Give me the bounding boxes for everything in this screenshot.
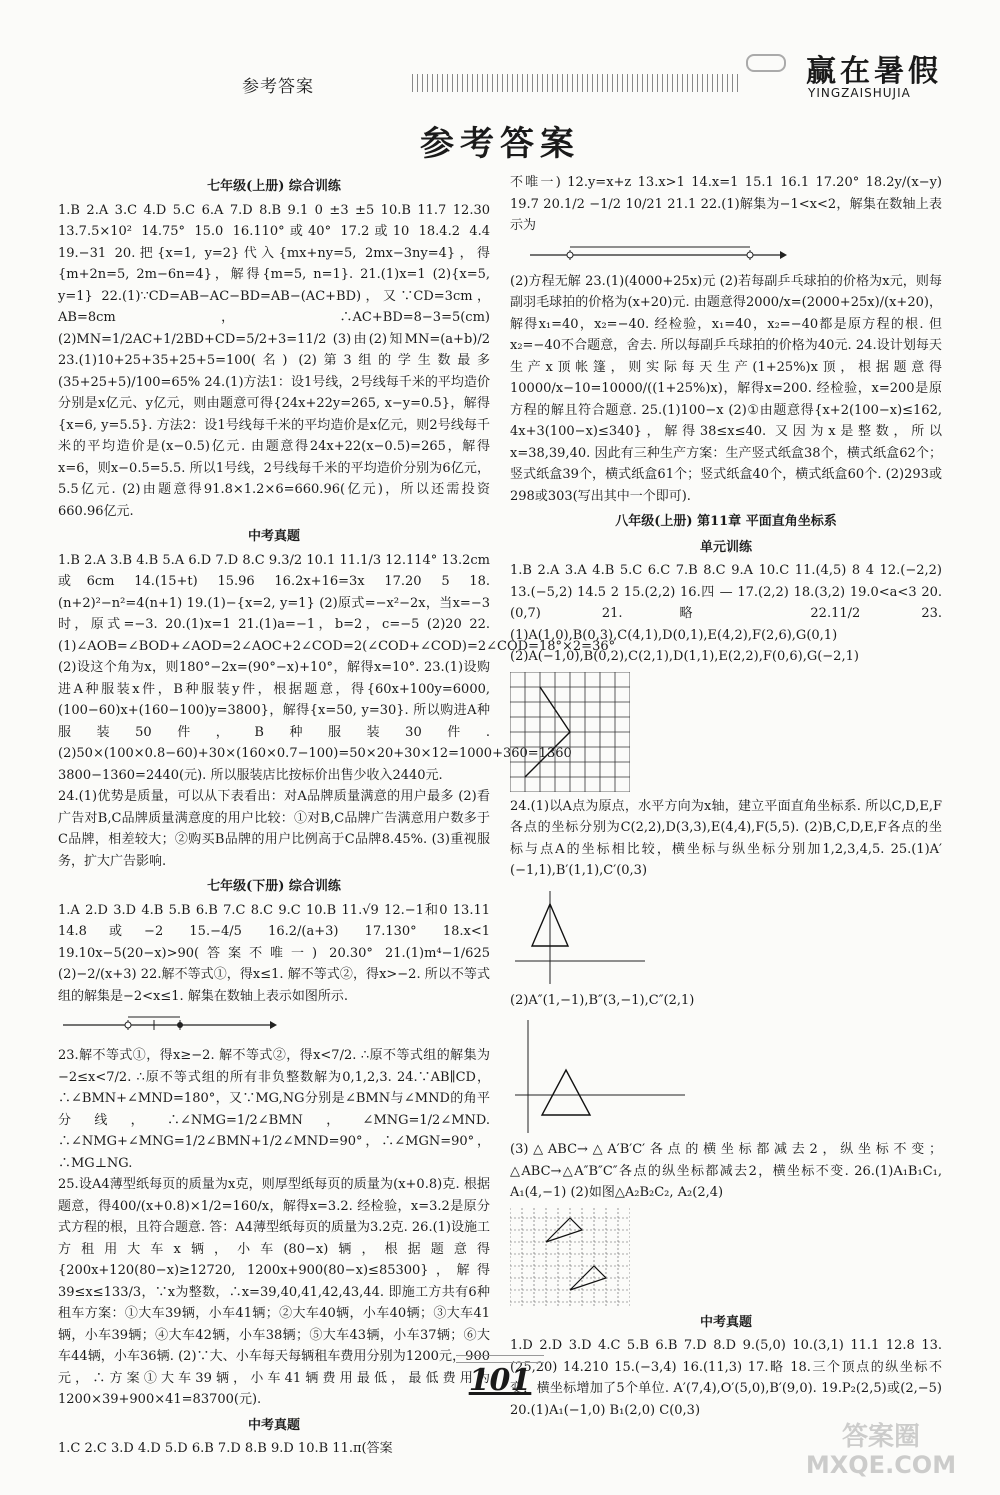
- svg-text:MXQE.COM: MXQE.COM: [805, 1451, 957, 1479]
- header-decoration-icon: [746, 54, 786, 72]
- number-line-figure: [510, 241, 790, 267]
- triangle-figure: [510, 1015, 690, 1135]
- header-dotted-rule: [412, 74, 742, 92]
- answer-paragraph: 24.(1)以A点为原点，水平方向为x轴，建立平面直角坐标系. 所以C,D,E,F各点的坐标分别为C(2,2),D(3,3),E(4,4),F(5,5). (2)B,C,D,E,F各点的坐标与点A的坐标相比较，横坐标与纵坐标分别加1,2,3,4,5. 25.(1)A′(−1,1),B′(1,1),C′(0,3): [510, 798, 942, 878]
- brand-title: 赢在暑假: [806, 54, 942, 89]
- page-number: 101: [440, 1355, 560, 1398]
- page-title: 参考答案: [420, 124, 580, 164]
- brand-pinyin: YINGZAISHUJIA: [808, 86, 911, 100]
- section-title: 中考真题: [247, 529, 300, 544]
- triangle-figure: [510, 886, 650, 986]
- answer-paragraph: 1.D 2.D 3.D 4.C 5.B 6.B 7.D 8.D 9.(5,0) 10.(3,1) 11.1 12.8 13.(25,20) 14.210 15.(−3,4) 16.(11,3) 17.略 18.三个顶点的纵坐标不变，横坐标增加了5个单位. A′(7,4),O′(5,0),B′(9,0). 19.P₂(2,5)或(2,−5) 20.(1)A₁(−1,0) B₁(2,0) C(0,3): [510, 1338, 942, 1418]
- answer-paragraph: 1.B 2.A 3.A 4.B 5.C 6.C 7.B 8.C 9.A 10.C 11.(4,5) 8 4 12.(−2,2) 13.(−5,2) 14.5 2 15.(2,2) 16.四 — 17.(2,2) 18.(3,2) 19.0<a<3 20.(0,7) 21.略 22.11/2 23.(1)A(1,0),B(0,3),C(4,1),D(0,1),E(4,2),F(2,6),G(0,1) (2)A(−1,0),B(0,2),C(2,1),D(1,1),E(2,2),F(0,6),G(−2,1): [510, 563, 942, 664]
- section-subtitle: 单元训练: [699, 539, 752, 555]
- answer-paragraph: (3)△ABC→△A′B′C′各点的横坐标都减去2，纵坐标不变；△ABC→△A″B″C″各点的纵坐标都减去2，横坐标不变. 26.(1)A₁B₁C₁, A₁(4,−1) (2)如图△A₂B₂C₂, A₂(2,4): [510, 1142, 942, 1200]
- answer-paragraph: 25.设A4薄型纸每页的质量为x克，则厚型纸每页的质量为(x+0.8)克. 根据题意，得400/(x+0.8)×1/2=160/x，解得x=3.2. 经检验，x=3.2是原分式方程的根，且符合题意. 答：A4薄型纸每页的质量为3.2克. 26.(1)设施工方租用大车x辆，小车(80−x)辆，根据题意得{200x+120(80−x)≥12720, 1200x+900(80−x)≤85300}，解得39≤x≤133/3，∵x为整数，∴x=39,40,41,42,43,44. 即施工方共有6种租车方案：①大车39辆，小车41辆；②大车40辆，小车40辆；③大车41辆，小车39辆；④大车42辆，小车38辆；⑤大车43辆，小车37辆；⑥大车44辆，小车36辆. (2)∵大、小车每天每辆租车费用分别为1200元，900元，∴方案①大车39辆，小车41辆费用最低，最低费用为1200×39+900×41=83700(元).: [58, 1177, 490, 1407]
- section-title: 七年级(下册) 综合训练: [207, 879, 341, 894]
- answer-paragraph: 1.B 2.A 3.B 4.B 5.A 6.D 7.D 8.C 9.3/2 10.1 11.1/3 12.114° 13.2cm或6cm 14.(15+t) 15.96 16.2x+16=3x 17.20 5 18.(n+2)²−n²=4(n+1) 19.(1)−{x=2, y=1} (2)原式=−x²−2x，当x=−3时，原式=−3. 20.(1)x=1 21.(1)a=−1，b=2，c=−5 (2)20 22.(1)∠AOB=∠BOD+∠AOD=2∠AOC+2∠COD=2(∠COD+∠COD)=2∠COD=18°×2=36° (2)设这个角为x，则180°−2x=(90°−x)+10°，解得x=10°. 23.(1)设购进A种服装x件，B种服装y件，根据题意，得{60x+100y=6000, (100−60)x+(160−100)y=3800}，解得{x=50, y=30}. 所以购进A种服装50件，B种服装30件. (2)50×(100×0.8−60)+30×(160×0.7−100)=50×20+30×12=1000+360=1360 3800−1360=2440(元). 所以服装店比按标价出售少收入2440元.: [58, 552, 616, 783]
- svg-text:答案圈: 答案圈: [841, 1422, 921, 1452]
- section-title: 中考真题: [247, 1417, 300, 1433]
- answer-paragraph: 1.B 2.A 3.C 4.D 5.C 6.A 7.D 8.B 9.1 0 ±3 ±5 10.B 11.7 12.30 13.7.5×10² 14.75° 15.0 16.110°或40° 17.2或10 18.4.2 4.4 19.−31 20.把{x=1, y=2}代入{mx+ny=5, 2mx−3ny=4}，得{m+2n=5, 2m−6n=4}，解得{m=5, n=1}. 21.(1)x=1 (2){x=5, y=1} 22.(1)∵CD=AB−AC−BD=AB−(AC+BD)，又∵CD=3cm，AB=8cm，∴AC+BD=8−3=5(cm) (2)MN=1/2AC+1/2BD+CD=5/2+3=11/2 (3)由(2)知MN=(a+b)/2 23.(1)10+25+35+25+5=100(名) (2)第3组的学生数最多 (35+25+5)/100=65% 24.(1)方法1：设1号线，2号线每千米的平均造价分别是x亿元、y亿元，则由题意可得{24x+22y=265, x−y=0.5}，解得{x=6, y=5.5}. 方法2：设1号线每千米的平均造价是x亿元，则2号线每千米的平均造价是(x−0.5)亿元. 由题意得24x+22(x−0.5)=265，解得x=6，则x−0.5=5.5. 所以1号线，2号线每千米的平均造价分别为6亿元，5.5亿元. (2)由题意得91.8×1.2×6=660.96(亿元)，所以还需投资660.96亿元.: [58, 202, 490, 519]
- watermark-logo: [786, 1415, 976, 1481]
- section-title: 七年级(上册) 综合训练: [207, 179, 341, 194]
- answer-paragraph: 1.A 2.D 3.D 4.B 5.B 6.B 7.C 8.C 9.C 10.B 11.√9 12.−1和0 13.11 14.8或−2 15.−4/5 16.2/(a+3) 17.130° 18.x<1 19.10x−5(20−x)>90(答案不唯一) 20.30° 21.(1)m⁴−1/625 (2)−2/(x+3) 22.解不等式①，得x≤1. 解不等式②，得x>−2. 所以不等式组的解集是−2<x≤1. 解集在数轴上表示如图所示.: [58, 902, 490, 1004]
- answer-paragraph: 1.C 2.C 3.D 4.D 5.D 6.B 7.D 8.B 9.D 10.B 11.π(答案: [58, 1441, 393, 1456]
- answer-paragraph: (2)方程无解 23.(1)(4000+25x)元 (2)若每副乒乓球拍的价格为x元，则每副羽毛球拍的价格为(x+20)元. 由题意得2000/x=(2000+25x)/(x+20)，解得x₁=40，x₂=−40. 经检验，x₁=40，x₂=−40都是原方程的根. 但x₂=−40不合题意，舍去. 所以每副乒乓球拍的价格为40元. 24.设计划每天生产x顶帐篷，则实际每天生产(1+25%)x顶，根据题意得10000/x−10=10000/((1+25%)x)，解得x=200. 经检验，x=200是原方程的解且符合题意. 25.(1)100−x (2)①由题意得{x+2(100−x)≤162, 4x+3(100−x)≤340}，解得38≤x≤40. 又因为x是整数，所以x=38,39,40. 因此有三种生产方案：生产竖式纸盒38个，横式纸盒62个；竖式纸盒39个，横式纸盒61个；竖式纸盒40个，横式纸盒60个. (2)293或298或303(写出其中一个即可).: [510, 273, 942, 504]
- section-title: 八年级(上册) 第11章 平面直角坐标系: [615, 514, 837, 529]
- grid-translation-figure: [510, 1208, 630, 1308]
- answer-paragraph: 23.解不等式①，得x≥−2. 解不等式②，得x<7/2. ∴原不等式组的解集为−2≤x<7/2. ∴原不等式组的所有非负整数解为0,1,2,3. 24.∵AB∥CD，∴∠BMN+∠MND=180°，又∵MG,NG分别是∠BMN与∠MND的角平分线，∴∠NMG=1/2∠BMN，∠MNG=1/2∠MND. ∴∠NMG+∠MNG=1/2∠BMN+1/2∠MND=90°，∴∠MGN=90°，∴MG⊥NG.: [58, 1048, 490, 1171]
- answer-paragraph: (2)A″(1,−1),B″(3,−1),C″(2,1): [510, 992, 695, 1008]
- right-column: [510, 172, 942, 1421]
- header-left-label: 参考答案: [242, 77, 314, 97]
- answer-paragraph: 不唯一) 12.y=x+z 13.x>1 14.x=1 15.1 16.1 17.20° 18.2y/(x−y) 19.7 20.1/2 −1/2 10/21 21.1 22.(1)解集为−1<x<2，解集在数轴上表示为: [510, 175, 942, 233]
- answer-paragraph: 24.(1)优势是质量，可以从下表看出：对A品牌质量满意的用户最多 (2)看广告对B,C品牌质量满意度的用户比较：①对B,C品牌广告满意用户数多于C品牌，相差较大；②购买B品牌的用户比例高于C品牌8.45%. (3)重视服务，扩大广告影响.: [58, 789, 490, 869]
- coordinate-grid-figure: [510, 672, 630, 792]
- number-line-figure: [58, 1011, 278, 1041]
- section-title: 中考真题: [699, 1314, 752, 1330]
